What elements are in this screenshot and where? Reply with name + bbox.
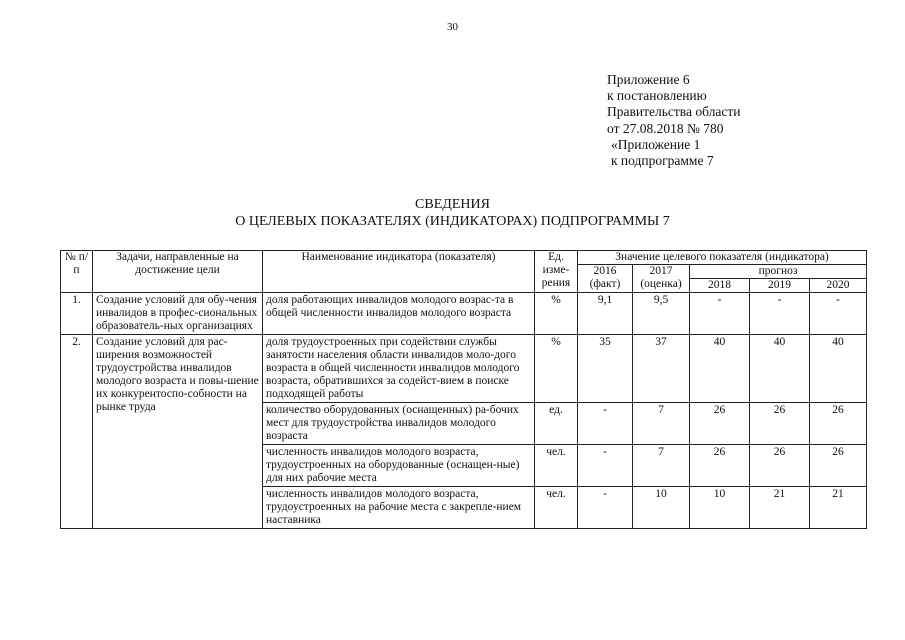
row-value-2019: 21 [750,487,810,529]
header-unit: Ед. изме-рения [535,251,578,293]
row-value-2017: 9,5 [633,293,690,335]
row-unit: % [535,293,578,335]
table-header-row [61,251,867,265]
row-indicator: доля трудоустроенных при содействии службы занятости населения области инвалидов моло-дого возраста в общей численности инвалидов молодого возраста, обратившихся за содейст-вием в поиске подходящей работы [263,335,535,403]
header-2017: 2017 (оценка) [633,265,690,293]
row-value-2016: - [578,445,633,487]
row-value-2018: - [690,293,750,335]
row-num: 1. [61,293,93,335]
row-value-2016: - [578,403,633,445]
header-2020: 2020 [810,279,867,293]
header-forecast: прогноз [690,265,867,279]
row-value-2016: 9,1 [578,293,633,335]
row-value-2020: 21 [810,487,867,529]
row-value-2018: 10 [690,487,750,529]
row-indicator: количество оборудованных (оснащенных) ра-бочих мест для трудоустройства инвалидов молодого возраста [263,403,535,445]
row-value-2020: 40 [810,335,867,403]
row-unit: ед. [535,403,578,445]
row-value-2020: 26 [810,445,867,487]
row-task: Создание условий для рас-ширения возможностей трудоустройства инвалидов молодого возраста и повы-шение их конкурентоспо-собности на рынке труда [93,335,263,529]
indicators-table [60,250,867,529]
row-unit: % [535,335,578,403]
row-value-2019: 40 [750,335,810,403]
appendix-line: Приложение 6 [607,72,690,87]
row-value-2019: - [750,293,810,335]
header-value: Значение целевого показателя (индикатора) [578,251,867,265]
header-2019: 2019 [750,279,810,293]
row-value-2017: 7 [633,445,690,487]
row-unit: чел. [535,487,578,529]
row-value-2017: 37 [633,335,690,403]
row-value-2020: 26 [810,403,867,445]
row-value-2020: - [810,293,867,335]
row-value-2017: 10 [633,487,690,529]
page-number: 30 [447,21,458,33]
header-indicator: Наименование индикатора (показателя) [263,251,535,293]
row-value-2019: 26 [750,445,810,487]
table-row [61,293,867,335]
row-value-2017: 7 [633,403,690,445]
row-task: Создание условий для обу-чения инвалидов в профес-сиональных образователь-ных организациях [93,293,263,335]
row-value-2018: 26 [690,445,750,487]
row-num: 2. [61,335,93,529]
row-value-2018: 26 [690,403,750,445]
header-num: № п/п [61,251,93,293]
header-2018: 2018 [690,279,750,293]
appendix-note [607,72,740,169]
header-2016: 2016 (факт) [578,265,633,293]
appendix-line: к постановлению [607,88,707,104]
row-indicator: численность инвалидов молодого возраста, трудоустроенных на оборудованные (оснащен-ные) для них рабочие места [263,445,535,487]
appendix-line: к подпрограмме 7 [611,153,714,169]
row-unit: чел. [535,445,578,487]
appendix-line: от 27.08.2018 № 780 [607,120,724,136]
row-value-2016: - [578,487,633,529]
appendix-line: «Приложение 1 [611,136,701,152]
row-indicator: численность инвалидов молодого возраста, трудоустроенных на рабочие места с закрепле-нием наставника [263,487,535,529]
table-row [61,335,867,403]
row-value-2016: 35 [578,335,633,403]
header-task: Задачи, направленные на достижение цели [93,251,263,293]
document-subtitle: О ЦЕЛЕВЫХ ПОКАЗАТЕЛЯХ (ИНДИКАТОРАХ) ПОДПРОГРАММЫ 7 [235,214,670,229]
row-value-2018: 40 [690,335,750,403]
row-indicator: доля работающих инвалидов молодого возрас-та в общей численности инвалидов молодого возраста [263,293,535,335]
row-value-2019: 26 [750,403,810,445]
appendix-line: Правительства области [607,104,741,120]
document-title: СВЕДЕНИЯ [415,197,490,212]
